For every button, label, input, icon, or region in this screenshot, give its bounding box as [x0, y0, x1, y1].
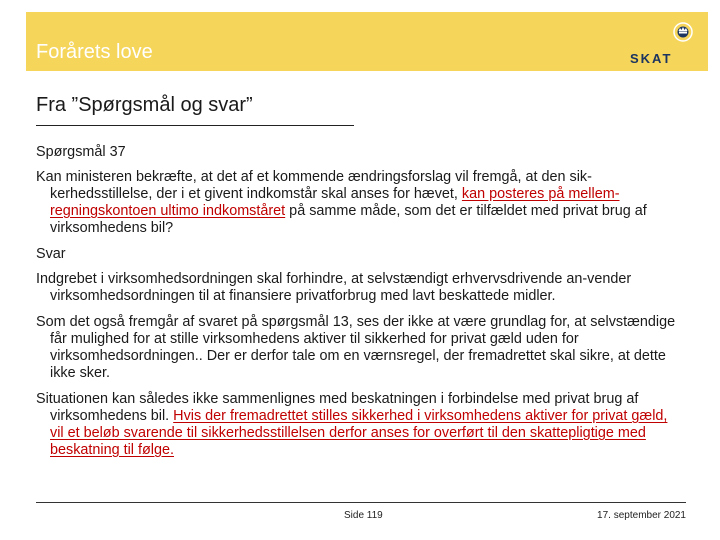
question-highlight: kan posteres på mellem-regningskontoen ultimo indkomståret: [50, 186, 620, 219]
subtitle-divider: [36, 125, 354, 126]
answer-paragraph-3-before: Situationen kan således ikke sammenlignes med beskatningen i forbindelse med privat brug af virksomhedens bil.: [36, 391, 639, 424]
question-text-before: Kan ministeren bekræfte, at det af et kommende ændringsforslag vil fremgå, at den sik-kerhedsstillelse, der i et givent indkomstår skal anses for hævet,: [36, 169, 592, 202]
svg-text:SKAT: SKAT: [630, 51, 673, 66]
page-number: Side 119: [344, 510, 383, 521]
footer-date: 17. september 2021: [597, 510, 686, 521]
question-heading: Spørgsmål 37: [36, 144, 126, 160]
answer-paragraph-2: Som det også fremgår af svaret på spørgsmål 13, ses der ikke at være grundlag for, at selvstændige får mulighed for at stille virksomhedens aktiver til sikkerhed for privat gæld uden for virksomhedsordningen.. Der er derfor tale om en værnsregel, der fremadrettet skal sikre, at dette ikke sker.: [36, 314, 676, 381]
answer-heading: Svar: [36, 246, 66, 262]
answer-paragraph-1: Indgrebet i virksomhedsordningen skal forhindre, at selvstændigt erhvervsdrivende an-vender virksomhedsordningen til at finansiere privatforbrug med lavt beskattede midler.: [36, 271, 632, 304]
answer-highlight: Hvis der fremadrettet stilles sikkerhed i virksomhedens aktiver for privat gæld, vil et beløb svarende til sikkerhedsstillelsen derfor anses for overført til den skattepligtige med beskatning til følge.: [50, 408, 668, 458]
footer-divider: [36, 502, 686, 503]
crown-icon: [674, 23, 692, 41]
subtitle: Fra ”Spørgsmål og svar”: [36, 94, 253, 116]
question-text: [36, 169, 682, 237]
slide-title: Forårets love: [36, 41, 153, 63]
skat-logo: [628, 18, 700, 68]
slide-body: [36, 144, 682, 468]
header-banner: [26, 12, 708, 71]
answer-paragraph-3: [36, 391, 682, 459]
question-text-after: på samme måde, som det er tilfældet med privat brug af virksomhedens bil?: [50, 203, 647, 236]
